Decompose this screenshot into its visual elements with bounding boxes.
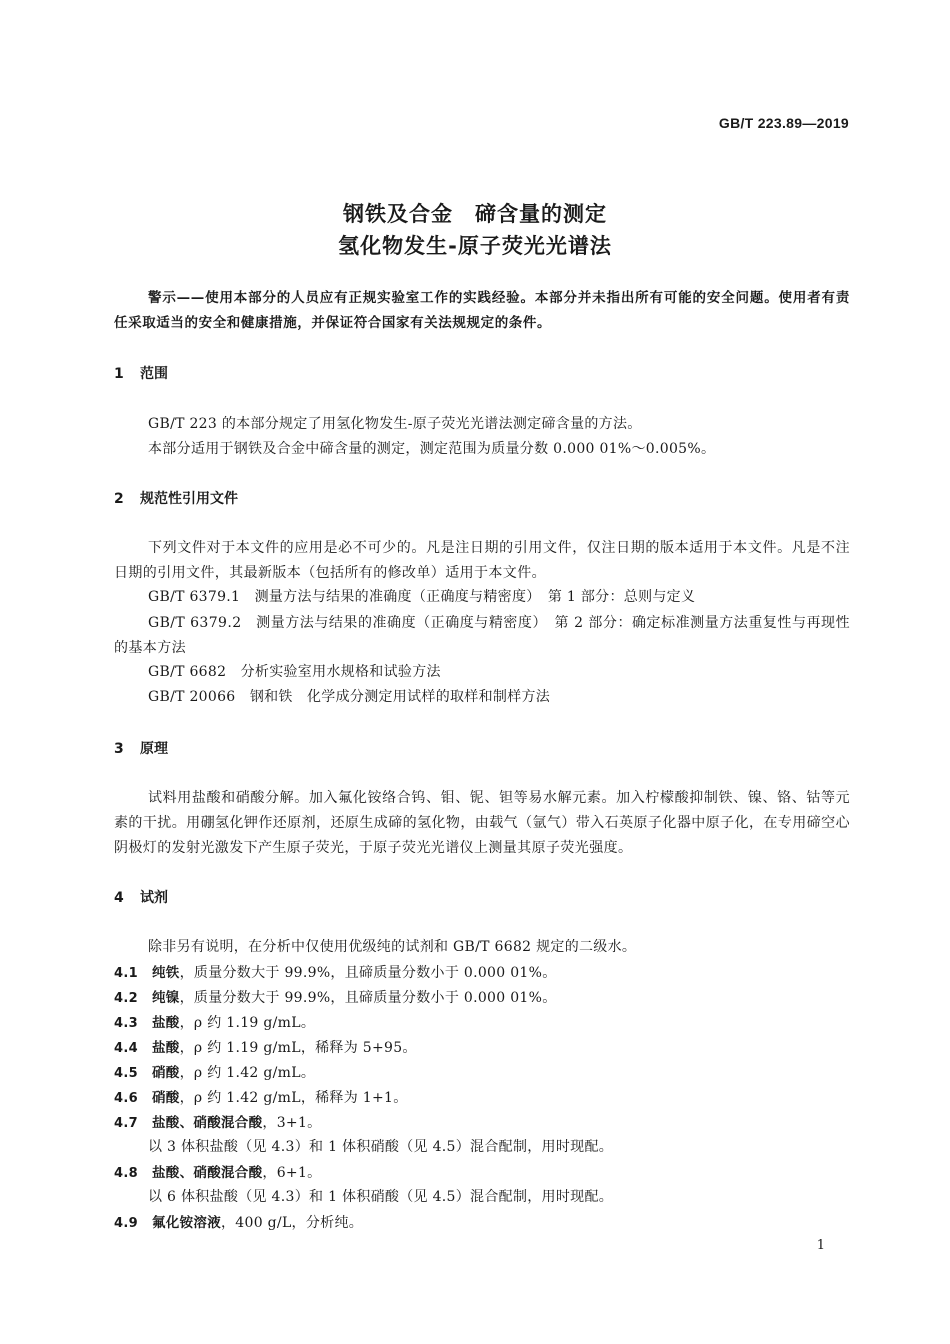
item-number: 4.7 [114,1116,138,1131]
section-number: 4 [114,890,124,906]
section-4-heading [114,887,168,907]
item-text: ，ρ 约 1.19 g/mL。 [179,1015,316,1031]
section-number: 3 [114,741,124,757]
item-number: 4.4 [114,1041,138,1056]
reagent-item [114,1211,363,1232]
section-3-heading [114,738,168,758]
title-line-2: 氢化物发生-原子荧光光谱法 [338,234,612,258]
item-number: 4.9 [114,1216,138,1231]
page-number: 1 [816,1238,825,1253]
section-number: 1 [114,366,124,382]
normative-intro: 下列文件对于本文件的应用是必不可少的。凡是注日期的引用文件，仅注日期的版本适用于本文件。凡是不注日期的引用文件，其最新版本（包括所有的修改单）适用于本文件。 [114,540,850,581]
reagent-item [114,1036,417,1057]
section-title: 原理 [140,741,168,757]
item-number: 4.6 [114,1091,138,1106]
item-term: 盐酸 [152,1015,180,1031]
section-number: 2 [114,491,124,507]
reagent-item [114,986,557,1007]
reference-3: GB/T 6682 分析实验室用水规格和试验方法 [148,664,441,680]
scope-paragraph-1: GB/T 223 的本部分规定了用氢化物发生-原子荧光光谱法测定碲含量的方法。 [148,416,642,432]
section-title: 试剂 [140,890,168,906]
reference-1: GB/T 6379.1 测量方法与结果的准确度（正确度与精密度） 第 1 部分：总则与定义 [148,589,696,605]
reagent-item [114,1161,321,1182]
reference-4: GB/T 20066 钢和铁 化学成分测定用试样的取样和制样方法 [148,689,551,705]
section-title: 范围 [140,366,168,382]
principle-paragraph: 试料用盐酸和硝酸分解。加入氟化铵络合钨、钼、铌、钽等易水解元素。加入柠檬酸抑制铁、镍、铬、钴等元素的干扰。用硼氢化钾作还原剂，还原生成碲的氢化物，由载气（氩气）带入石英原子化器中原子化，在专用碲空心阴极灯的发射光激发下产生原子荧光，于原子荧光光谱仪上测量其原子荧光强度。 [114,790,850,856]
item-term: 硝酸 [152,1065,180,1081]
item-text: ，ρ 约 1.42 g/mL。 [179,1065,316,1081]
item-number: 4.3 [114,1016,138,1031]
section-1-heading [114,363,168,383]
item-term: 氟化铵溶液 [152,1215,221,1231]
item-term: 纯铁 [152,965,180,981]
item-text: ，400 g/L，分析纯。 [221,1215,364,1231]
item-term: 盐酸 [152,1040,180,1056]
title-line-1: 钢铁及合金 碲含量的测定 [343,202,607,226]
item-text: ，3+1。 [262,1115,322,1131]
warning-paragraph: 警示——使用本部分的人员应有正规实验室工作的实践经验。本部分并未指出所有可能的安全问题。使用者有责任采取适当的安全和健康措施，并保证符合国家有关法规规定的条件。 [114,290,850,331]
item-term: 盐酸、硝酸混合酸 [152,1115,263,1131]
section-2-heading [114,488,238,508]
item-text: ，6+1。 [262,1165,322,1181]
reagent-item [114,1111,321,1132]
item-number: 4.1 [114,966,138,981]
section-title: 规范性引用文件 [140,491,238,507]
reagent-note-4-7: 以 3 体积盐酸（见 4.3）和 1 体积硝酸（见 4.5）混合配制，用时现配。 [148,1139,614,1155]
reagent-item [114,1011,315,1032]
scope-paragraph-2: 本部分适用于钢铁及合金中碲含量的测定，测定范围为质量分数 0.000 01%～0.005%。 [148,441,716,457]
item-text: ，质量分数大于 99.9%，且碲质量分数小于 0.000 01%。 [179,965,557,981]
reagent-item [114,1061,315,1082]
item-term: 盐酸、硝酸混合酸 [152,1165,263,1181]
item-text: ，ρ 约 1.19 g/mL，稀释为 5+95。 [179,1040,417,1056]
reagent-item [114,961,557,982]
reference-2: GB/T 6379.2 测量方法与结果的准确度（正确度与精密度） 第 2 部分：确定标准测量方法重复性与再现性的基本方法 [114,615,850,656]
reagents-intro: 除非另有说明，在分析中仅使用优级纯的试剂和 GB/T 6682 规定的二级水。 [148,939,637,955]
standard-code: GB/T 223.89—2019 [718,115,849,131]
item-term: 硝酸 [152,1090,180,1106]
item-number: 4.8 [114,1166,138,1181]
item-text: ，质量分数大于 99.9%，且碲质量分数小于 0.000 01%。 [179,990,557,1006]
item-number: 4.2 [114,991,138,1006]
reagent-item [114,1086,408,1107]
reagent-note-4-8: 以 6 体积盐酸（见 4.3）和 1 体积硝酸（见 4.5）混合配制，用时现配。 [148,1189,614,1205]
item-term: 纯镍 [152,990,180,1006]
item-text: ，ρ 约 1.42 g/mL，稀释为 1+1。 [179,1090,408,1106]
item-number: 4.5 [114,1066,138,1081]
